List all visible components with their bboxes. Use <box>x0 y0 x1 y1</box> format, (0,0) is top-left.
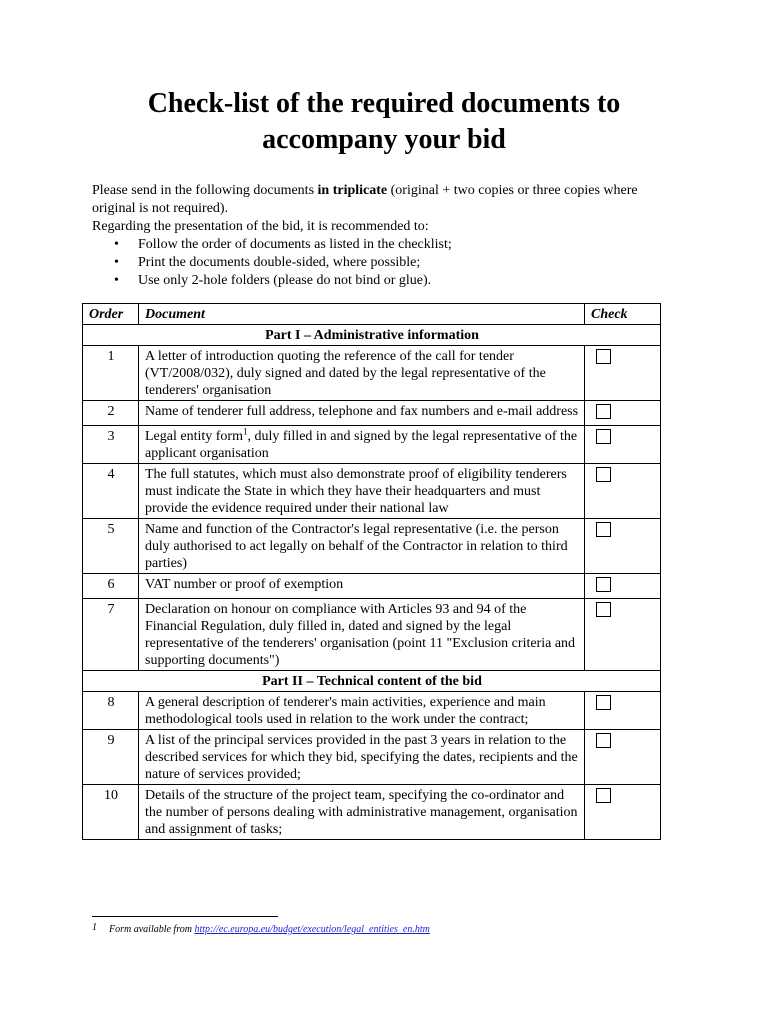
header-check: Check <box>585 304 661 325</box>
intro-emphasis: in triplicate <box>317 183 388 198</box>
checklist-table <box>82 303 661 840</box>
row-check-cell <box>585 730 661 785</box>
section-title-part-1: Part I – Administrative information <box>83 325 661 346</box>
row-order: 5 <box>83 519 139 574</box>
row-order: 8 <box>83 692 139 730</box>
checkbox[interactable] <box>596 788 611 803</box>
row-check-cell <box>585 574 661 599</box>
row-check-cell <box>585 692 661 730</box>
checkbox[interactable] <box>596 733 611 748</box>
section-title-part-2: Part II – Technical content of the bid <box>83 671 661 692</box>
row-document: Declaration on honour on compliance with Articles 93 and 94 of the Financial Regulation, duly filled in, dated and signed by the legal representative of the tenderers' organisation (point 11 "Exclusion criteria and supporting documents") <box>139 599 585 671</box>
table-row <box>83 519 661 574</box>
row-order: 10 <box>83 785 139 840</box>
recommendation-lead: Regarding the presentation of the bid, it is recommended to: <box>92 219 429 234</box>
table-row <box>83 730 661 785</box>
header-order: Order <box>83 304 139 325</box>
checkbox[interactable] <box>596 695 611 710</box>
section-row <box>83 671 661 692</box>
row-check-cell <box>585 464 661 519</box>
table-row <box>83 464 661 519</box>
table-header-row <box>83 304 661 325</box>
header-document: Document <box>139 304 585 325</box>
footnote-link[interactable]: http://ec.europa.eu/budget/execution/legal_entities_en.htm <box>194 924 430 935</box>
checkbox[interactable] <box>596 404 611 419</box>
table-row <box>83 574 661 599</box>
intro-paragraph: Please send in the following documents in triplicate (original + two copies or three copies where original is not required). <box>92 183 638 216</box>
list-item: • Print the documents double-sided, where possible; <box>114 255 421 270</box>
row-document: A letter of introduction quoting the reference of the call for tender (VT/2008/032), duly signed and dated by the legal representative of the tenderers' organisation <box>139 346 585 401</box>
footnote <box>92 924 430 935</box>
row-order: 2 <box>83 401 139 426</box>
checkbox[interactable] <box>596 602 611 617</box>
title-line-1: Check-list of the required documents to <box>147 88 621 119</box>
intro-section <box>92 182 682 290</box>
table-row <box>83 692 661 730</box>
checkbox[interactable] <box>596 577 611 592</box>
section-row <box>83 325 661 346</box>
row-order: 4 <box>83 464 139 519</box>
row-check-cell <box>585 346 661 401</box>
row-check-cell <box>585 519 661 574</box>
row-document: Name and function of the Contractor's legal representative (i.e. the person duly authorised to act legally on behalf of the Contractor in relation to third parties) <box>139 519 585 574</box>
row-document: VAT number or proof of exemption <box>139 574 585 599</box>
title-line-2: accompany your bid <box>262 124 506 155</box>
footnote-mark: 1 <box>92 922 97 933</box>
table-row <box>83 785 661 840</box>
checkbox[interactable] <box>596 522 611 537</box>
footnote-text: Form available from <box>109 924 195 935</box>
bullet-icon: • <box>114 255 119 270</box>
footnote-divider <box>92 916 278 917</box>
footnote-ref[interactable]: 1 <box>242 426 248 437</box>
checkbox[interactable] <box>596 429 611 444</box>
row-order: 6 <box>83 574 139 599</box>
page-title <box>60 86 708 158</box>
bullet-icon: • <box>114 273 119 288</box>
row-document: The full statutes, which must also demonstrate proof of eligibility tenderers must indicate the State in which they have their headquarters and must provide the evidence required under their national law <box>139 464 585 519</box>
row-order: 1 <box>83 346 139 401</box>
list-item: • Follow the order of documents as listed in the checklist; <box>114 237 452 252</box>
table-row <box>83 401 661 426</box>
row-order: 9 <box>83 730 139 785</box>
checkbox[interactable] <box>596 349 611 364</box>
table-row <box>83 599 661 671</box>
row-document: Legal entity form$^1$, duly filled in and signed by the legal representative of the applicant organisation <box>139 426 585 464</box>
recommendation-list <box>92 236 682 290</box>
row-document: A list of the principal services provided in the past 3 years in relation to the described services for which they bid, specifying the dates, recipients and the nature of services provided; <box>139 730 585 785</box>
row-check-cell <box>585 785 661 840</box>
row-document: Details of the structure of the project team, specifying the co-ordinator and the number of persons dealing with administrative management, organisation and assignment of tasks; <box>139 785 585 840</box>
list-item: • Use only 2-hole folders (please do not bind or glue). <box>114 273 432 288</box>
table-row <box>83 346 661 401</box>
row-document: Name of tenderer full address, telephone and fax numbers and e-mail address <box>139 401 585 426</box>
checkbox[interactable] <box>596 467 611 482</box>
row-check-cell <box>585 401 661 426</box>
table-row <box>83 426 661 464</box>
row-order: 3 <box>83 426 139 464</box>
row-check-cell <box>585 426 661 464</box>
row-document: A general description of tenderer's main activities, experience and main methodological tools used in relation to the work under the contract; <box>139 692 585 730</box>
bullet-icon: • <box>114 237 119 252</box>
row-order: 7 <box>83 599 139 671</box>
row-check-cell <box>585 599 661 671</box>
